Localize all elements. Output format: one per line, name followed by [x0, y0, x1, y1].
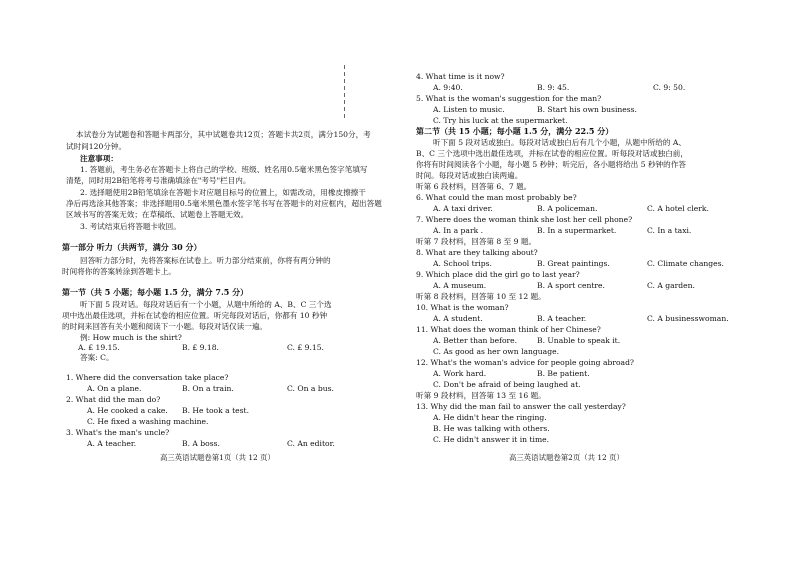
question-3: 3. What's the man's uncle?: [66, 428, 170, 437]
q1-option-a: A. On a plane.: [87, 384, 142, 393]
question-6: 6. What could the man most probably be?: [416, 193, 577, 202]
material-9-header: 听第 9 段材料，回答第 13 至 16 题。: [416, 391, 546, 400]
q2-option-c: C. He fixed a washing machine.: [87, 417, 209, 426]
notice-line-6: 3. 考试结束后将答题卡收回。: [80, 222, 181, 231]
q11-option-b: B. Unable to speak it.: [537, 336, 621, 345]
question-8: 8. What are they talking about?: [416, 248, 538, 257]
q6-option-a: A. A taxi driver.: [433, 204, 493, 213]
section2-desc-3: 你将有时间阅读各个小题，每小题 5 秒钟；听完后，各小题将给出 5 秒钟的作答: [416, 160, 686, 169]
fold-line: [344, 65, 345, 120]
q4-option-a: A. 9:40.: [433, 83, 463, 92]
question-4: 4. What time is it now?: [416, 72, 505, 81]
question-12: 12. What's the woman's advice for people going abroad?: [416, 358, 634, 367]
q10-option-a: A. A student.: [433, 314, 483, 323]
q13-option-b: B. He was talking with others.: [433, 424, 550, 433]
q8-option-a: A. School trips.: [433, 259, 492, 268]
q12-option-b: B. Be patient.: [537, 369, 590, 378]
q12-option-a: A. Work hard.: [433, 369, 487, 378]
footer-page-2: 高三英语试题卷第2页（共 12 页）: [509, 453, 624, 462]
material-8-header: 听第 8 段材料，回答第 10 至 12 题。: [416, 292, 546, 301]
section1-desc-2: 项中选出最佳选项，并标在试卷的相应位置。听完每段对话后，你都有 10 秒钟: [62, 311, 328, 320]
q11-option-a: A. Better than before.: [433, 336, 518, 345]
q4-option-b: B. 9: 45.: [537, 83, 570, 92]
q9-option-b: B. A sport centre.: [537, 281, 605, 290]
part1-title: 第一部分 听力（共两节，满分 30 分）: [62, 242, 202, 252]
q9-option-c: C. A garden.: [647, 281, 695, 290]
q8-option-c: C. Climate changes.: [647, 259, 724, 268]
section1-title: 第一节（共 5 小题；每小题 1.5 分，满分 7.5 分）: [62, 287, 249, 297]
question-13: 13. Why did the man fail to answer the call yesterday?: [416, 402, 626, 411]
notice-line-2: 清楚，同时用2B铅笔将考号准确填涂在"考号"栏目内。: [66, 176, 251, 185]
material-7-header: 听第 7 段材料，回答第 8 至 9 题。: [416, 237, 537, 246]
q3-option-a: A. A teacher.: [87, 439, 137, 448]
example-question: 例: How much is the shirt?: [80, 333, 182, 342]
q9-option-a: A. A museum.: [433, 281, 487, 290]
question-5: 5. What is the woman's suggestion for the man?: [416, 94, 602, 103]
section2-desc-1: 听下面 5 段对话或独白。每段对话或独白后有几个小题，从题中所给的 A、: [433, 138, 686, 147]
q7-option-b: B. In a supermarket.: [537, 226, 617, 235]
question-7: 7. Where does the woman think she lost her cell phone?: [416, 215, 633, 224]
q12-option-c: C. Don't be afraid of being laughed at.: [433, 380, 581, 389]
q2-option-b: B. He took a test.: [182, 406, 249, 415]
q8-option-b: B. Great paintings.: [537, 259, 610, 268]
q13-option-c: C. He didn't answer it in time.: [433, 435, 550, 444]
q1-option-b: B. On a train.: [182, 384, 234, 393]
footer-page-1: 高三英语试题卷第1页（共 12 页）: [160, 453, 275, 462]
q7-option-c: C. In a taxi.: [647, 226, 692, 235]
q5-option-c: C. Try his luck at the supermarket.: [433, 116, 568, 125]
right-page: [397, 0, 794, 561]
q2-option-a: A. He cooked a cake.: [87, 406, 168, 415]
q10-option-c: C. A businesswoman.: [647, 314, 729, 323]
notice-line-4: 净后再选涂其他答案；非选择题用0.5毫米黑色墨水签字笔书写在答题卡的对应框内，超出答题: [66, 199, 382, 208]
q6-option-b: B. A policeman.: [537, 204, 598, 213]
intro-line-2: 试时间120分钟。: [66, 142, 127, 151]
section2-desc-2: B、C 三个选项中选出最佳选项，并标在试卷的相应位置。听每段对话或独白前，: [416, 149, 688, 158]
q10-option-b: B. A teacher.: [537, 314, 587, 323]
q6-option-c: C. A hotel clerk.: [647, 204, 709, 213]
question-11: 11. What does the woman think of her Chinese?: [416, 325, 601, 334]
section1-desc-3: 的时间来回答有关小题和阅读下一小题。每段对话仅读一遍。: [62, 322, 268, 331]
question-1: 1. Where did the conversation take place?: [66, 373, 229, 382]
q5-option-a: A. Listen to music.: [433, 105, 505, 114]
part1-desc-1: 回答听力部分时，先将答案标在试卷上。听力部分结束前，你将有两分钟的: [80, 256, 331, 265]
notice-line-3: 2. 选择题使用2B铅笔填涂在答题卡对应题目标号的位置上，如需改动，用橡皮擦擦干: [80, 188, 366, 197]
example-answer: 答案: C。: [80, 353, 114, 362]
q11-option-c: C. As good as her own language.: [433, 347, 559, 356]
part1-desc-2: 时间将你的答案转涂到答题卡上。: [62, 267, 176, 276]
example-option-c: C. £ 9.15.: [287, 343, 324, 352]
q3-option-b: B. A boss.: [182, 439, 220, 448]
section1-desc-1: 听下面 5 段对话。每段对话后有一个小题，从题中所给的 A、B、C 三个选: [80, 300, 332, 309]
question-9: 9. Which place did the girl go to last year?: [416, 270, 580, 279]
q7-option-a: A. In a park .: [433, 226, 484, 235]
q3-option-c: C. An editor.: [287, 439, 335, 448]
section2-title: 第二节（共 15 小题；每小题 1.5 分，满分 22.5 分）: [416, 126, 614, 136]
q5-option-b: B. Start his own business.: [537, 105, 637, 114]
notice-line-1: 1. 答题前，考生务必在答题卡上将自己的学校、班级、姓名用0.5毫米黑色签字笔填写: [80, 165, 368, 174]
question-2: 2. What did the man do?: [66, 395, 161, 404]
question-10: 10. What is the woman?: [416, 303, 509, 312]
q13-option-a: A. He didn't hear the ringing.: [433, 413, 547, 422]
material-6-header: 听第 6 段材料，回答第 6、7 题。: [416, 182, 532, 191]
q1-option-c: C. On a bus.: [287, 384, 334, 393]
q4-option-c: C. 9: 50.: [653, 83, 686, 92]
notice-title: 注意事项：: [80, 154, 118, 163]
notice-line-5: 区域书写的答案无效；在草稿纸、试题卷上答题无效。: [66, 210, 249, 219]
example-option-b: B. £ 9.18.: [182, 343, 219, 352]
intro-line-1: 本试卷分为试题卷和答题卡两部分，其中试题卷共12页；答题卡共2页，满分150分，考: [76, 130, 371, 139]
example-option-a: A. £ 19.15.: [78, 343, 120, 352]
section2-desc-4: 时间。每段对话或独白读两遍。: [416, 171, 523, 180]
